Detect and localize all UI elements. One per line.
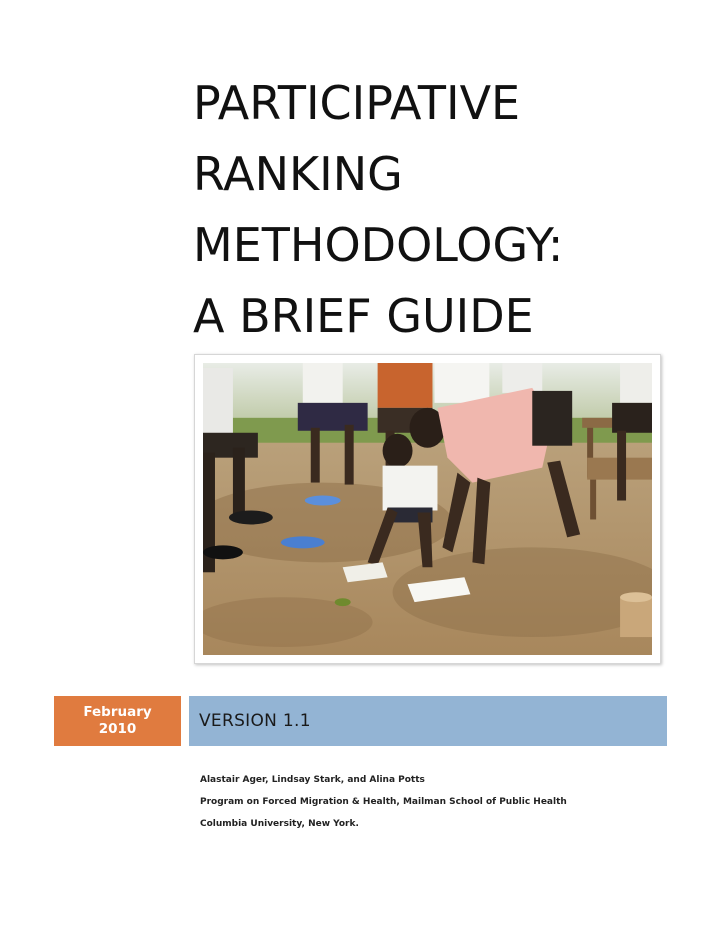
university-line: Columbia University, New York. bbox=[200, 819, 359, 829]
program-line: Program on Forced Migration & Health, Mailman School of Public Health bbox=[200, 797, 567, 807]
cover-photo bbox=[203, 363, 652, 655]
cover-photo-frame bbox=[194, 354, 661, 664]
date-box bbox=[54, 696, 181, 746]
version-label: VERSION 1.1 bbox=[199, 711, 311, 731]
title-line-1: PARTICIPATIVE bbox=[193, 76, 521, 130]
version-bar bbox=[189, 696, 667, 746]
credits-block bbox=[200, 769, 660, 835]
date-year: 2010 bbox=[98, 721, 137, 737]
document-title bbox=[193, 68, 693, 352]
authors-line: Alastair Ager, Lindsay Stark, and Alina Potts bbox=[200, 775, 425, 785]
title-line-3: METHODOLOGY: bbox=[193, 218, 564, 272]
title-line-4: A BRIEF GUIDE bbox=[193, 289, 534, 343]
date-month: February bbox=[83, 704, 152, 720]
title-line-2: RANKING bbox=[193, 147, 403, 201]
